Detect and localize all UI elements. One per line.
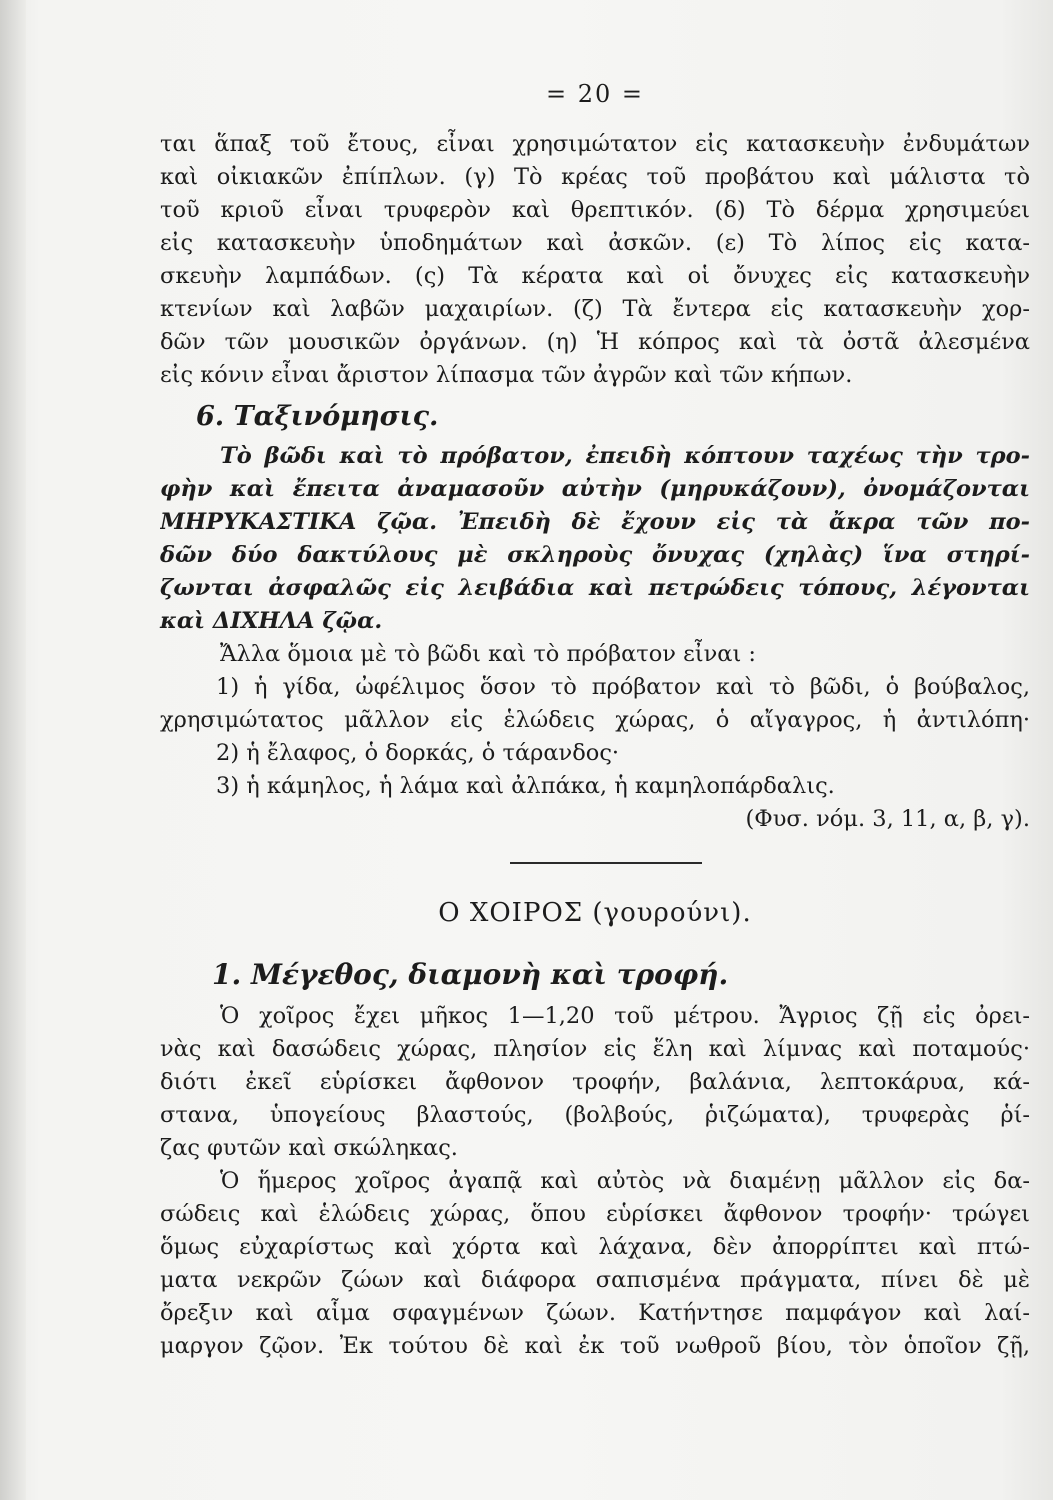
text-line: κτενίων καὶ λαβῶν μαχαιρίων. (ζ) Τὰ ἔντερα εἰς κατασκευὴν χορ- (160, 296, 1030, 322)
list-intro: Ἄλλα ὅμοια μὲ τὸ βῶδι καὶ τὸ πρόβατον εἶναι : (220, 641, 757, 667)
bold-text-line: φὴν καὶ ἔπειτα ἀναμασοῦν αὐτὴν (μηρυκάζουν), ὀνομάζονται (160, 476, 1030, 502)
text-line: Ὁ χοῖρος ἔχει μῆκος 1—1,20 τοῦ μέτρου. Ἄγριος ζῇ εἰς ὀρει- (220, 1003, 1030, 1029)
text-line: Ὁ ἥμερος χοῖρος ἀγαπᾷ καὶ αὐτὸς νὰ διαμένῃ μᾶλλον εἰς δα- (220, 1168, 1030, 1194)
bold-text-line: ΜΗΡΥΚΑΣΤΙΚΑ ζῷα. Ἐπειδὴ δὲ ἔχουν εἰς τὰ ἄκρα τῶν πο- (160, 509, 1030, 535)
section-heading-classification: 6. Ταξινόμησις. (196, 401, 439, 432)
text-line: τοῦ κριοῦ εἶναι τρυφερὸν καὶ θρεπτικόν. (δ) Τὸ δέρμα χρησιμεύει (160, 197, 1030, 223)
text-line: δῶν τῶν μουσικῶν ὀργάνων. (η) Ἡ κόπρος καὶ τὰ ὀστᾶ ἀλεσμένα (160, 329, 1030, 355)
text-line: σκευὴν λαμπάδων. (ς) Τὰ κέρατα καὶ οἱ ὄνυχες εἰς κατασκευὴν (160, 263, 1030, 289)
text-line: εἰς κόνιν εἶναι ἄριστον λίπασμα τῶν ἀγρῶν καὶ τῶν κήπων. (160, 362, 853, 388)
bold-text-line: καὶ ΔΙΧΗΛΑ ζῷα. (160, 608, 383, 634)
text-line: ζας φυτῶν καὶ σκώληκας. (160, 1135, 458, 1161)
text-line: νὰς καὶ δασώδεις χώρας, πλησίον εἰς ἕλη καὶ λίμνας καὶ ποταμούς· (160, 1036, 1030, 1062)
section-pig (160, 950, 1030, 1363)
chapter-title-pig: Ο ΧΟΙΡΟΣ (γουρούνι). (438, 898, 752, 928)
text-line: καὶ οἰκιακῶν ἐπίπλων. (γ) Τὸ κρέας τοῦ προβάτου καὶ μάλιστα τὸ (160, 164, 1030, 190)
list-item-3: 3) ἡ κάμηλος, ἡ λάμα καὶ ἀλπάκα, ἡ καμηλοπάρδαλις. (216, 773, 835, 799)
bold-text-line: ζωνται ἀσφαλῶς εἰς λειβάδια καὶ πετρώδεις τόπους, λέγονται (160, 575, 1030, 601)
list-item-2: 2) ἡ ἔλαφος, ὁ δορκάς, ὁ τάρανδος· (216, 740, 620, 766)
section-sheep-uses (160, 128, 1030, 836)
section-heading-size: 1. Μέγεθος, διαμονὴ καὶ τροφή. (212, 958, 729, 991)
text-line: διότι ἐκεῖ εὑρίσκει ἄφθονον τροφήν, βαλάνια, λεπτοκάρυα, κά- (160, 1069, 1030, 1095)
section-divider (510, 862, 702, 864)
text-line: ὅμως εὐχαρίστως καὶ χόρτα καὶ λάχανα, δὲν ἀπορρίπτει καὶ πτώ- (160, 1234, 1030, 1260)
page-number: = 20 = (545, 80, 644, 108)
list-item-1-continued: χρησιμώτατος μᾶλλον εἰς ἑλώδεις χώρας, ὁ αἴγαγρος, ἡ ἀντιλόπη· (160, 707, 1030, 733)
reference-note: (Φυσ. νόμ. 3, 11, α, β, γ). (745, 806, 1030, 832)
list-item-1: 1) ἡ γίδα, ὠφέλιμος ὅσον τὸ πρόβατον καὶ τὸ βῶδι, ὁ βούβαλος, (216, 674, 1030, 700)
bold-text-line: Τὸ βῶδι καὶ τὸ πρόβατον, ἐπειδὴ κόπτουν ταχέως τὴν τρο- (220, 443, 1030, 469)
text-line: ματα νεκρῶν ζώων καὶ διάφορα σαπισμένα πράγματα, πίνει δὲ μὲ (160, 1267, 1030, 1293)
text-line: σώδεις καὶ ἑλώδεις χώρας, ὅπου εὑρίσκει ἄφθονον τροφήν· τρώγει (160, 1201, 1030, 1227)
text-line: εἰς κατασκευὴν ὑποδημάτων καὶ ἀσκῶν. (ε) Τὸ λίπος εἰς κατα- (160, 230, 1030, 256)
text-line: μαργον ζῷον. Ἐκ τούτου δὲ καὶ ἐκ τοῦ νωθροῦ βίου, τὸν ὁποῖον ζῇ, (160, 1333, 1030, 1359)
text-line: ὄρεξιν καὶ αἷμα σφαγμένων ζώων. Κατήντησε παμφάγον καὶ λαί- (160, 1300, 1030, 1326)
bold-text-line: δῶν δύο δακτύλους μὲ σκληροὺς ὄνυχας (χηλὰς) ἵνα στηρί- (160, 542, 1030, 568)
text-line: ται ἅπαξ τοῦ ἔτους, εἶναι χρησιμώτατον εἰς κατασκευὴν ἐνδυμάτων (160, 131, 1030, 157)
text-line: στανα, ὑπογείους βλαστούς, (βολβούς, ῥιζώματα), τρυφερὰς ῥί- (160, 1102, 1030, 1128)
page-edge-shadow (0, 0, 26, 1500)
